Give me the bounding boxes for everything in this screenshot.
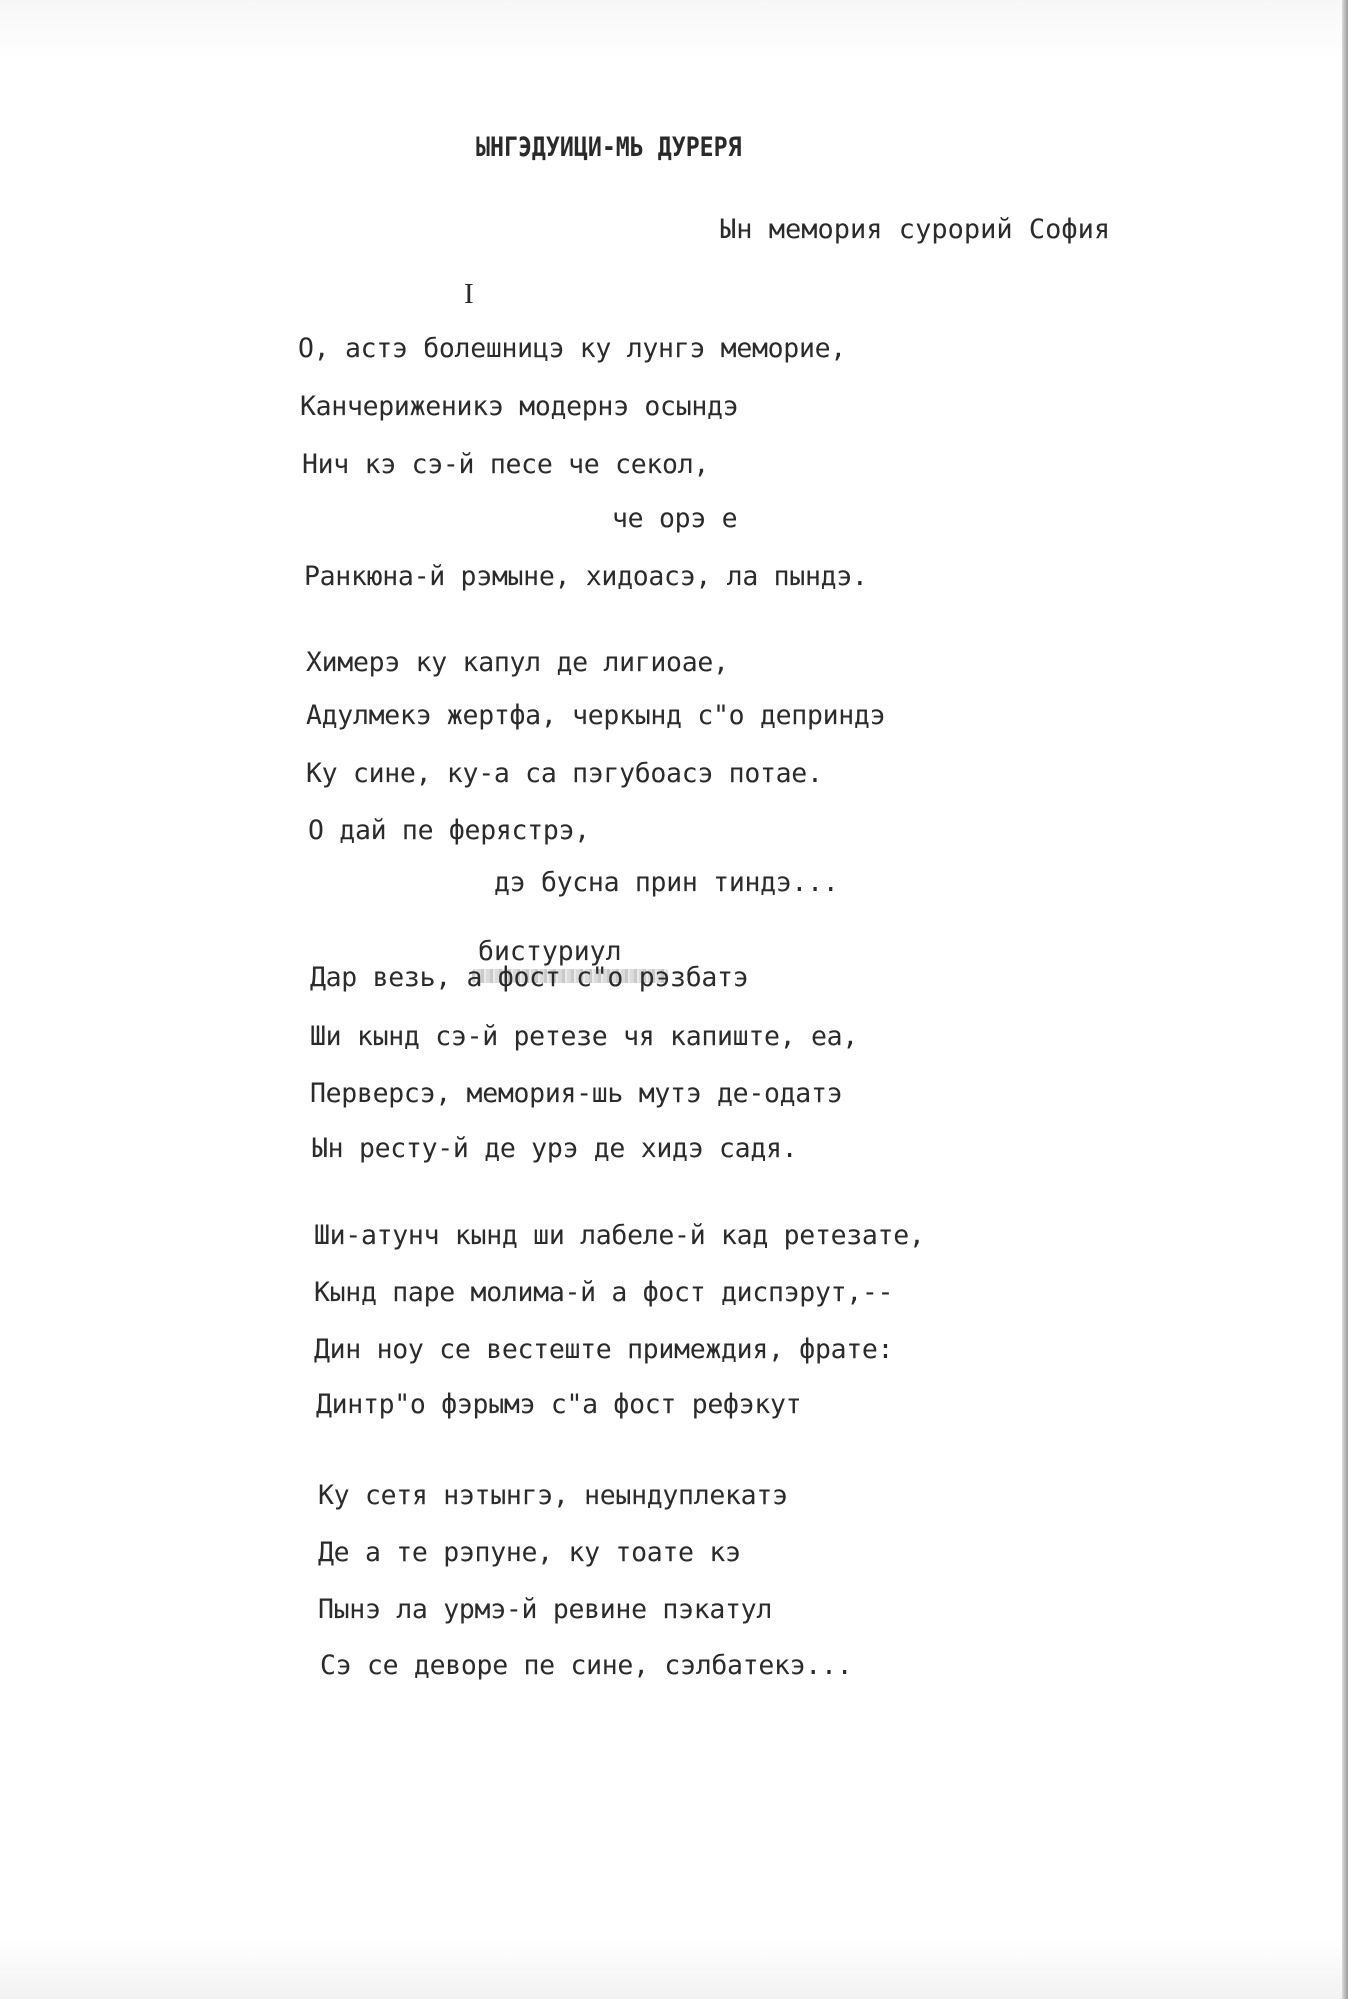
poem-line: Адулмекэ жертфа, черкынд с"о деприндэ xyxy=(306,700,886,731)
poem-line: Химерэ ку капул де лигиоае, xyxy=(306,647,729,678)
poem-line: Нич кэ сэ-й песе че секол, xyxy=(302,449,710,480)
handwritten-correction: бистуриул xyxy=(478,936,622,967)
poem-line: О дай пе ферястрэ, xyxy=(308,815,590,846)
poem-line: Ын ресту-й де урэ де хидэ садя. xyxy=(312,1133,798,1164)
poem-line: Де а те рэпуне, ку тоате кэ xyxy=(318,1537,741,1568)
poem-line: Дин ноу се вестеште примеждия, фрате: xyxy=(314,1334,894,1365)
poem-line: Кынд паре молима-й а фост диспэрут,-- xyxy=(314,1277,894,1308)
poem-line: Дар везь, a фост с"о рэзбатэ xyxy=(310,962,749,993)
poem-line: Ши-атунч кынд ши лабеле-й кад ретезате, xyxy=(314,1220,925,1251)
poem-line-indented: дэ бусна прин тиндэ... xyxy=(494,867,839,898)
poem-line: Сэ се деворе пе сине, сэлбатекэ... xyxy=(320,1650,853,1681)
poem-line: Канчериженикэ модернэ осындэ xyxy=(300,391,739,422)
poem-line: Пынэ ла урмэ-й ревине пэкатул xyxy=(318,1594,772,1625)
poem-line-indented: че орэ е xyxy=(612,503,738,534)
page-edge-shadow xyxy=(1342,0,1348,1999)
poem-line: Динтр"о фэрымэ с"а фост рефэкут xyxy=(316,1389,802,1420)
poem-line: Ранкюна-й рэмыне, хидоасэ, ла пындэ. xyxy=(304,561,868,592)
poem-line: Перверсэ, мемория-шь мутэ де-одатэ xyxy=(310,1078,843,1109)
poem-title: ЫНГЭДУИЦИ-МЬ ДУРЕРЯ xyxy=(476,132,742,163)
section-number: I xyxy=(464,278,474,310)
poem-line: Ку сетя нэтынгэ, неындуплекатэ xyxy=(318,1480,788,1511)
poem-line: О, астэ болешницэ ку лунгэ меморие, xyxy=(298,333,846,364)
poem-line: Ши кынд сэ-й ретезе чя капиште, еа, xyxy=(310,1021,858,1052)
poem-line: Ку сине, ку-а са пэгубоасэ потае. xyxy=(306,758,823,789)
poem-dedication: Ын мемория сурорий София xyxy=(720,214,1111,245)
